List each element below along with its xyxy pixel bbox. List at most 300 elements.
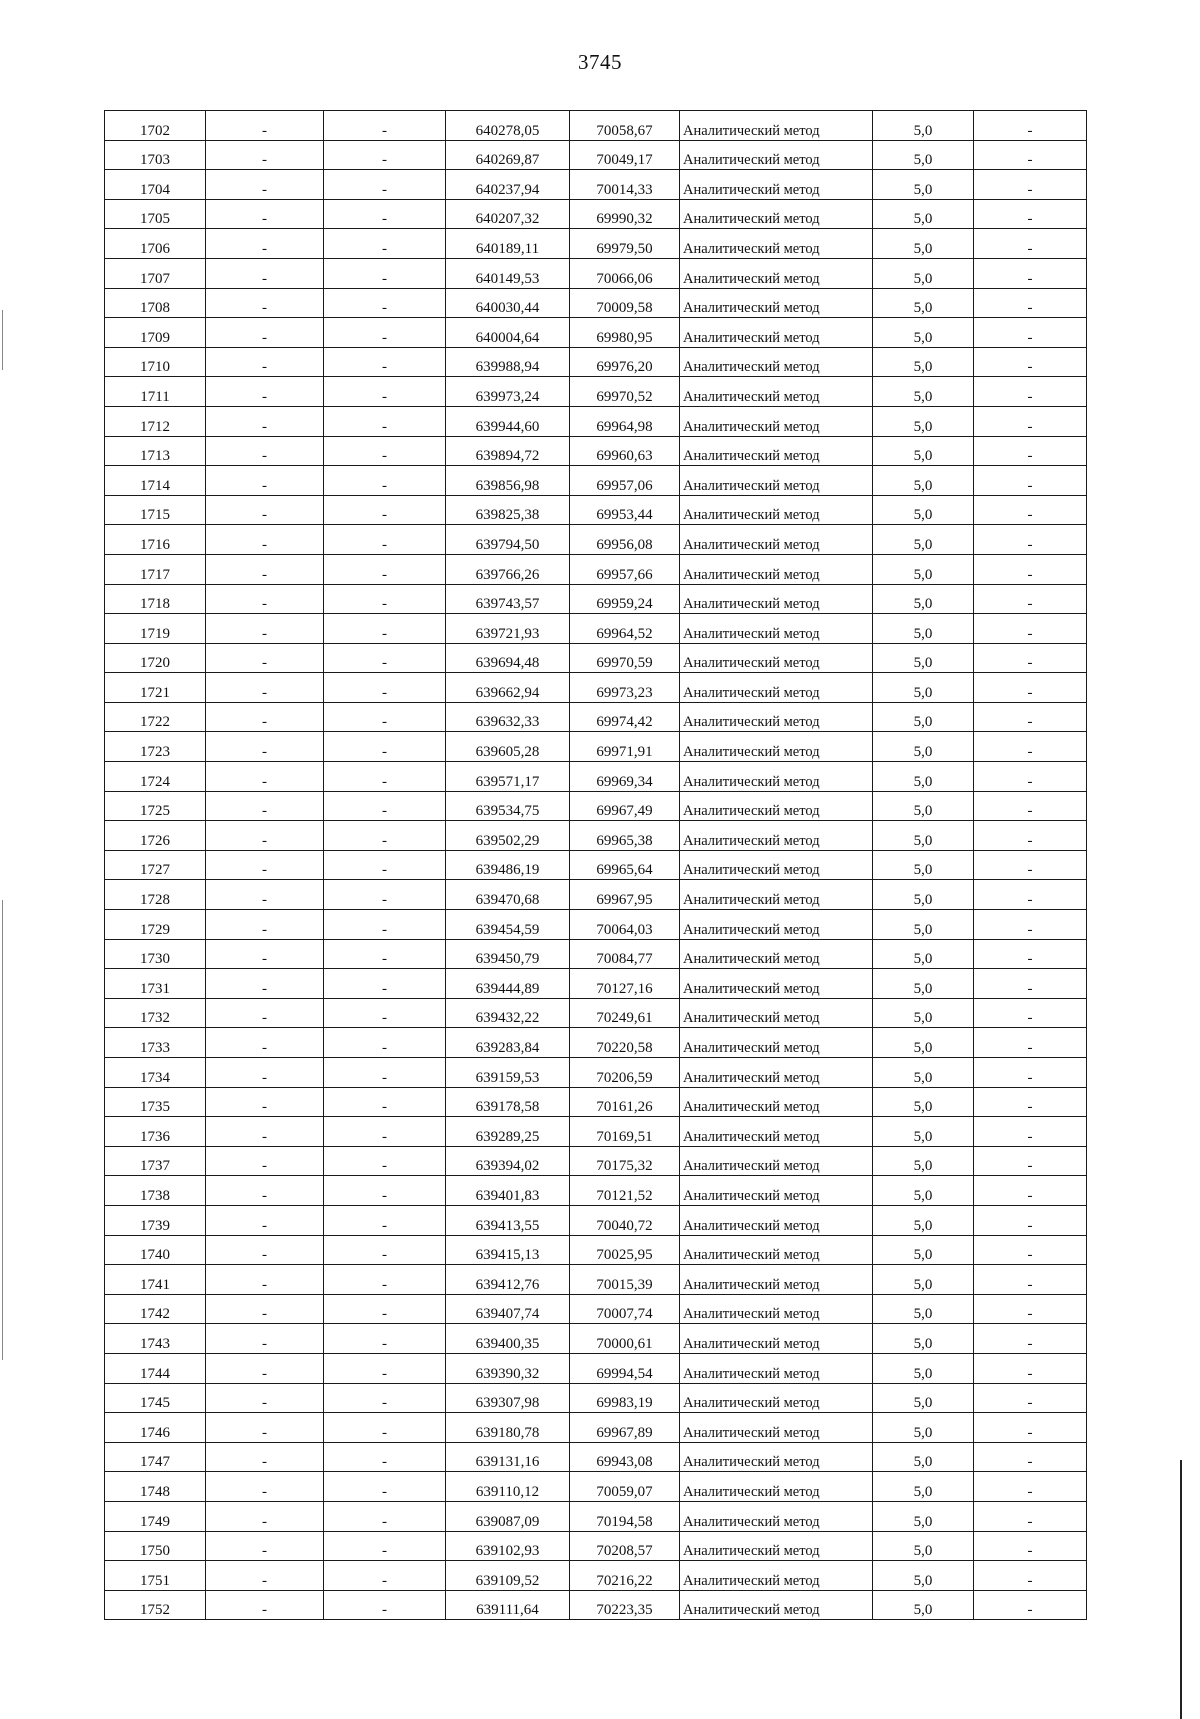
method-cell: Аналитический метод xyxy=(680,1531,873,1561)
empty-value-cell: - xyxy=(206,732,324,762)
empty-value-cell: - xyxy=(974,1383,1087,1413)
empty-value-cell: - xyxy=(324,1235,446,1265)
table-row xyxy=(105,140,1087,170)
y-coordinate-cell: 70049,17 xyxy=(570,140,680,170)
point-number-cell: 1735 xyxy=(105,1087,206,1117)
point-number-cell: 1743 xyxy=(105,1324,206,1354)
empty-value-cell: - xyxy=(324,288,446,318)
empty-value-cell: - xyxy=(974,377,1087,407)
empty-value-cell: - xyxy=(974,1353,1087,1383)
table-row xyxy=(105,288,1087,318)
method-cell: Аналитический метод xyxy=(680,229,873,259)
method-cell: Аналитический метод xyxy=(680,1205,873,1235)
empty-value-cell: - xyxy=(324,939,446,969)
method-cell: Аналитический метод xyxy=(680,1383,873,1413)
empty-value-cell: - xyxy=(324,258,446,288)
table-row xyxy=(105,850,1087,880)
empty-value-cell: - xyxy=(974,1501,1087,1531)
method-cell: Аналитический метод xyxy=(680,466,873,496)
y-coordinate-cell: 70127,16 xyxy=(570,969,680,999)
table-row xyxy=(105,1117,1087,1147)
empty-value-cell: - xyxy=(206,1058,324,1088)
table-row xyxy=(105,1028,1087,1058)
point-number-cell: 1723 xyxy=(105,732,206,762)
y-coordinate-cell: 70025,95 xyxy=(570,1235,680,1265)
empty-value-cell: - xyxy=(974,1235,1087,1265)
empty-value-cell: - xyxy=(324,525,446,555)
empty-value-cell: - xyxy=(974,702,1087,732)
empty-value-cell: - xyxy=(206,998,324,1028)
empty-value-cell: - xyxy=(324,1294,446,1324)
y-coordinate-cell: 70216,22 xyxy=(570,1561,680,1591)
accuracy-cell: 5,0 xyxy=(873,111,974,141)
method-cell: Аналитический метод xyxy=(680,140,873,170)
y-coordinate-cell: 69967,49 xyxy=(570,791,680,821)
point-number-cell: 1745 xyxy=(105,1383,206,1413)
empty-value-cell: - xyxy=(974,288,1087,318)
method-cell: Аналитический метод xyxy=(680,1561,873,1591)
method-cell: Аналитический метод xyxy=(680,495,873,525)
accuracy-cell: 5,0 xyxy=(873,1176,974,1206)
empty-value-cell: - xyxy=(324,1265,446,1295)
accuracy-cell: 5,0 xyxy=(873,821,974,851)
empty-value-cell: - xyxy=(206,170,324,200)
y-coordinate-cell: 69960,63 xyxy=(570,436,680,466)
point-number-cell: 1740 xyxy=(105,1235,206,1265)
accuracy-cell: 5,0 xyxy=(873,436,974,466)
x-coordinate-cell: 640149,53 xyxy=(446,258,570,288)
empty-value-cell: - xyxy=(324,1383,446,1413)
y-coordinate-cell: 69965,38 xyxy=(570,821,680,851)
empty-value-cell: - xyxy=(206,969,324,999)
method-cell: Аналитический метод xyxy=(680,1146,873,1176)
y-coordinate-cell: 70064,03 xyxy=(570,910,680,940)
empty-value-cell: - xyxy=(206,1087,324,1117)
empty-value-cell: - xyxy=(974,1294,1087,1324)
table-row xyxy=(105,1413,1087,1443)
empty-value-cell: - xyxy=(206,1383,324,1413)
x-coordinate-cell: 639894,72 xyxy=(446,436,570,466)
empty-value-cell: - xyxy=(324,554,446,584)
accuracy-cell: 5,0 xyxy=(873,1383,974,1413)
empty-value-cell: - xyxy=(974,1265,1087,1295)
empty-value-cell: - xyxy=(974,1117,1087,1147)
empty-value-cell: - xyxy=(324,406,446,436)
x-coordinate-cell: 639973,24 xyxy=(446,377,570,407)
table-row xyxy=(105,1294,1087,1324)
empty-value-cell: - xyxy=(974,1028,1087,1058)
table-row xyxy=(105,1472,1087,1502)
empty-value-cell: - xyxy=(206,466,324,496)
empty-value-cell: - xyxy=(206,1413,324,1443)
y-coordinate-cell: 69965,64 xyxy=(570,850,680,880)
accuracy-cell: 5,0 xyxy=(873,495,974,525)
method-cell: Аналитический метод xyxy=(680,377,873,407)
table-row xyxy=(105,1265,1087,1295)
table-row xyxy=(105,170,1087,200)
table-row xyxy=(105,969,1087,999)
method-cell: Аналитический метод xyxy=(680,702,873,732)
empty-value-cell: - xyxy=(974,1590,1087,1620)
table-row xyxy=(105,554,1087,584)
empty-value-cell: - xyxy=(974,821,1087,851)
point-number-cell: 1729 xyxy=(105,910,206,940)
accuracy-cell: 5,0 xyxy=(873,1590,974,1620)
x-coordinate-cell: 639662,94 xyxy=(446,673,570,703)
empty-value-cell: - xyxy=(206,1028,324,1058)
table-row xyxy=(105,643,1087,673)
y-coordinate-cell: 70040,72 xyxy=(570,1205,680,1235)
point-number-cell: 1706 xyxy=(105,229,206,259)
method-cell: Аналитический метод xyxy=(680,1235,873,1265)
table-row xyxy=(105,347,1087,377)
accuracy-cell: 5,0 xyxy=(873,554,974,584)
accuracy-cell: 5,0 xyxy=(873,1294,974,1324)
y-coordinate-cell: 69983,19 xyxy=(570,1383,680,1413)
point-number-cell: 1716 xyxy=(105,525,206,555)
empty-value-cell: - xyxy=(324,436,446,466)
empty-value-cell: - xyxy=(324,880,446,910)
accuracy-cell: 5,0 xyxy=(873,939,974,969)
y-coordinate-cell: 69956,08 xyxy=(570,525,680,555)
empty-value-cell: - xyxy=(974,732,1087,762)
empty-value-cell: - xyxy=(324,495,446,525)
empty-value-cell: - xyxy=(206,939,324,969)
empty-value-cell: - xyxy=(324,1501,446,1531)
method-cell: Аналитический метод xyxy=(680,288,873,318)
method-cell: Аналитический метод xyxy=(680,969,873,999)
point-number-cell: 1708 xyxy=(105,288,206,318)
method-cell: Аналитический метод xyxy=(680,998,873,1028)
y-coordinate-cell: 69959,24 xyxy=(570,584,680,614)
x-coordinate-cell: 639110,12 xyxy=(446,1472,570,1502)
y-coordinate-cell: 69971,91 xyxy=(570,732,680,762)
x-coordinate-cell: 639087,09 xyxy=(446,1501,570,1531)
empty-value-cell: - xyxy=(206,288,324,318)
y-coordinate-cell: 69973,23 xyxy=(570,673,680,703)
y-coordinate-cell: 69979,50 xyxy=(570,229,680,259)
empty-value-cell: - xyxy=(974,1205,1087,1235)
x-coordinate-cell: 640004,64 xyxy=(446,318,570,348)
x-coordinate-cell: 639988,94 xyxy=(446,347,570,377)
empty-value-cell: - xyxy=(324,318,446,348)
method-cell: Аналитический метод xyxy=(680,199,873,229)
table-row xyxy=(105,199,1087,229)
point-number-cell: 1726 xyxy=(105,821,206,851)
x-coordinate-cell: 639413,55 xyxy=(446,1205,570,1235)
y-coordinate-cell: 70007,74 xyxy=(570,1294,680,1324)
empty-value-cell: - xyxy=(324,673,446,703)
empty-value-cell: - xyxy=(974,406,1087,436)
empty-value-cell: - xyxy=(206,673,324,703)
x-coordinate-cell: 640237,94 xyxy=(446,170,570,200)
point-number-cell: 1722 xyxy=(105,702,206,732)
table-row xyxy=(105,614,1087,644)
point-number-cell: 1744 xyxy=(105,1353,206,1383)
point-number-cell: 1739 xyxy=(105,1205,206,1235)
empty-value-cell: - xyxy=(324,229,446,259)
empty-value-cell: - xyxy=(974,1531,1087,1561)
y-coordinate-cell: 70009,58 xyxy=(570,288,680,318)
empty-value-cell: - xyxy=(206,584,324,614)
empty-value-cell: - xyxy=(974,495,1087,525)
empty-value-cell: - xyxy=(206,495,324,525)
x-coordinate-cell: 639534,75 xyxy=(446,791,570,821)
empty-value-cell: - xyxy=(974,614,1087,644)
empty-value-cell: - xyxy=(324,111,446,141)
empty-value-cell: - xyxy=(974,850,1087,880)
accuracy-cell: 5,0 xyxy=(873,1205,974,1235)
x-coordinate-cell: 639111,64 xyxy=(446,1590,570,1620)
method-cell: Аналитический метод xyxy=(680,821,873,851)
method-cell: Аналитический метод xyxy=(680,318,873,348)
point-number-cell: 1713 xyxy=(105,436,206,466)
empty-value-cell: - xyxy=(324,1146,446,1176)
y-coordinate-cell: 69970,52 xyxy=(570,377,680,407)
empty-value-cell: - xyxy=(206,643,324,673)
scan-margin-line xyxy=(2,900,3,1360)
y-coordinate-cell: 70014,33 xyxy=(570,170,680,200)
table-row xyxy=(105,1146,1087,1176)
empty-value-cell: - xyxy=(324,1472,446,1502)
point-number-cell: 1711 xyxy=(105,377,206,407)
method-cell: Аналитический метод xyxy=(680,111,873,141)
table-row xyxy=(105,939,1087,969)
empty-value-cell: - xyxy=(324,910,446,940)
y-coordinate-cell: 70206,59 xyxy=(570,1058,680,1088)
x-coordinate-cell: 639159,53 xyxy=(446,1058,570,1088)
method-cell: Аналитический метод xyxy=(680,584,873,614)
y-coordinate-cell: 70223,35 xyxy=(570,1590,680,1620)
x-coordinate-cell: 639856,98 xyxy=(446,466,570,496)
table-row xyxy=(105,1383,1087,1413)
empty-value-cell: - xyxy=(324,1028,446,1058)
empty-value-cell: - xyxy=(974,466,1087,496)
y-coordinate-cell: 69957,66 xyxy=(570,554,680,584)
accuracy-cell: 5,0 xyxy=(873,880,974,910)
empty-value-cell: - xyxy=(324,702,446,732)
point-number-cell: 1710 xyxy=(105,347,206,377)
x-coordinate-cell: 639289,25 xyxy=(446,1117,570,1147)
y-coordinate-cell: 69976,20 xyxy=(570,347,680,377)
table-row xyxy=(105,584,1087,614)
point-number-cell: 1718 xyxy=(105,584,206,614)
point-number-cell: 1738 xyxy=(105,1176,206,1206)
accuracy-cell: 5,0 xyxy=(873,1353,974,1383)
accuracy-cell: 5,0 xyxy=(873,1472,974,1502)
point-number-cell: 1736 xyxy=(105,1117,206,1147)
y-coordinate-cell: 70121,52 xyxy=(570,1176,680,1206)
coordinates-table-wrapper xyxy=(104,110,1086,1620)
empty-value-cell: - xyxy=(206,525,324,555)
accuracy-cell: 5,0 xyxy=(873,377,974,407)
accuracy-cell: 5,0 xyxy=(873,466,974,496)
table-row xyxy=(105,406,1087,436)
x-coordinate-cell: 639766,26 xyxy=(446,554,570,584)
empty-value-cell: - xyxy=(206,1531,324,1561)
method-cell: Аналитический метод xyxy=(680,1501,873,1531)
empty-value-cell: - xyxy=(324,1442,446,1472)
x-coordinate-cell: 639721,93 xyxy=(446,614,570,644)
empty-value-cell: - xyxy=(206,140,324,170)
y-coordinate-cell: 70084,77 xyxy=(570,939,680,969)
point-number-cell: 1703 xyxy=(105,140,206,170)
empty-value-cell: - xyxy=(974,111,1087,141)
x-coordinate-cell: 639394,02 xyxy=(446,1146,570,1176)
accuracy-cell: 5,0 xyxy=(873,969,974,999)
accuracy-cell: 5,0 xyxy=(873,1028,974,1058)
empty-value-cell: - xyxy=(206,406,324,436)
empty-value-cell: - xyxy=(324,1590,446,1620)
empty-value-cell: - xyxy=(206,318,324,348)
table-row xyxy=(105,229,1087,259)
empty-value-cell: - xyxy=(974,584,1087,614)
method-cell: Аналитический метод xyxy=(680,525,873,555)
empty-value-cell: - xyxy=(324,1087,446,1117)
empty-value-cell: - xyxy=(974,199,1087,229)
point-number-cell: 1724 xyxy=(105,762,206,792)
point-number-cell: 1749 xyxy=(105,1501,206,1531)
accuracy-cell: 5,0 xyxy=(873,910,974,940)
method-cell: Аналитический метод xyxy=(680,1028,873,1058)
empty-value-cell: - xyxy=(974,1146,1087,1176)
accuracy-cell: 5,0 xyxy=(873,199,974,229)
empty-value-cell: - xyxy=(324,140,446,170)
x-coordinate-cell: 639109,52 xyxy=(446,1561,570,1591)
accuracy-cell: 5,0 xyxy=(873,318,974,348)
method-cell: Аналитический метод xyxy=(680,1176,873,1206)
point-number-cell: 1725 xyxy=(105,791,206,821)
x-coordinate-cell: 639694,48 xyxy=(446,643,570,673)
empty-value-cell: - xyxy=(206,377,324,407)
coordinates-table xyxy=(104,110,1087,1620)
method-cell: Аналитический метод xyxy=(680,1324,873,1354)
empty-value-cell: - xyxy=(324,969,446,999)
x-coordinate-cell: 639131,16 xyxy=(446,1442,570,1472)
accuracy-cell: 5,0 xyxy=(873,170,974,200)
method-cell: Аналитический метод xyxy=(680,880,873,910)
y-coordinate-cell: 70161,26 xyxy=(570,1087,680,1117)
table-row xyxy=(105,1205,1087,1235)
x-coordinate-cell: 639944,60 xyxy=(446,406,570,436)
empty-value-cell: - xyxy=(324,466,446,496)
empty-value-cell: - xyxy=(324,1117,446,1147)
x-coordinate-cell: 640278,05 xyxy=(446,111,570,141)
table-row xyxy=(105,998,1087,1028)
y-coordinate-cell: 70175,32 xyxy=(570,1146,680,1176)
method-cell: Аналитический метод xyxy=(680,614,873,644)
empty-value-cell: - xyxy=(206,436,324,466)
empty-value-cell: - xyxy=(206,1235,324,1265)
point-number-cell: 1728 xyxy=(105,880,206,910)
accuracy-cell: 5,0 xyxy=(873,791,974,821)
method-cell: Аналитический метод xyxy=(680,554,873,584)
method-cell: Аналитический метод xyxy=(680,643,873,673)
empty-value-cell: - xyxy=(324,1176,446,1206)
empty-value-cell: - xyxy=(974,969,1087,999)
table-row xyxy=(105,1590,1087,1620)
table-row xyxy=(105,495,1087,525)
empty-value-cell: - xyxy=(974,1561,1087,1591)
point-number-cell: 1712 xyxy=(105,406,206,436)
empty-value-cell: - xyxy=(974,436,1087,466)
point-number-cell: 1704 xyxy=(105,170,206,200)
table-row xyxy=(105,318,1087,348)
x-coordinate-cell: 640269,87 xyxy=(446,140,570,170)
empty-value-cell: - xyxy=(974,643,1087,673)
accuracy-cell: 5,0 xyxy=(873,140,974,170)
empty-value-cell: - xyxy=(206,1294,324,1324)
empty-value-cell: - xyxy=(206,762,324,792)
y-coordinate-cell: 69994,54 xyxy=(570,1353,680,1383)
empty-value-cell: - xyxy=(974,791,1087,821)
point-number-cell: 1702 xyxy=(105,111,206,141)
empty-value-cell: - xyxy=(324,791,446,821)
empty-value-cell: - xyxy=(974,140,1087,170)
table-row xyxy=(105,1235,1087,1265)
method-cell: Аналитический метод xyxy=(680,1294,873,1324)
empty-value-cell: - xyxy=(974,998,1087,1028)
accuracy-cell: 5,0 xyxy=(873,762,974,792)
method-cell: Аналитический метод xyxy=(680,1353,873,1383)
point-number-cell: 1742 xyxy=(105,1294,206,1324)
accuracy-cell: 5,0 xyxy=(873,673,974,703)
empty-value-cell: - xyxy=(324,1353,446,1383)
method-cell: Аналитический метод xyxy=(680,1087,873,1117)
x-coordinate-cell: 639415,13 xyxy=(446,1235,570,1265)
y-coordinate-cell: 70249,61 xyxy=(570,998,680,1028)
point-number-cell: 1748 xyxy=(105,1472,206,1502)
empty-value-cell: - xyxy=(324,377,446,407)
accuracy-cell: 5,0 xyxy=(873,1561,974,1591)
y-coordinate-cell: 70058,67 xyxy=(570,111,680,141)
method-cell: Аналитический метод xyxy=(680,673,873,703)
y-coordinate-cell: 70066,06 xyxy=(570,258,680,288)
point-number-cell: 1717 xyxy=(105,554,206,584)
method-cell: Аналитический метод xyxy=(680,850,873,880)
x-coordinate-cell: 639307,98 xyxy=(446,1383,570,1413)
x-coordinate-cell: 639102,93 xyxy=(446,1531,570,1561)
empty-value-cell: - xyxy=(974,229,1087,259)
empty-value-cell: - xyxy=(324,1205,446,1235)
table-row xyxy=(105,821,1087,851)
empty-value-cell: - xyxy=(206,910,324,940)
y-coordinate-cell: 69970,59 xyxy=(570,643,680,673)
empty-value-cell: - xyxy=(974,880,1087,910)
method-cell: Аналитический метод xyxy=(680,258,873,288)
accuracy-cell: 5,0 xyxy=(873,1324,974,1354)
point-number-cell: 1714 xyxy=(105,466,206,496)
method-cell: Аналитический метод xyxy=(680,762,873,792)
accuracy-cell: 5,0 xyxy=(873,614,974,644)
point-number-cell: 1730 xyxy=(105,939,206,969)
accuracy-cell: 5,0 xyxy=(873,1087,974,1117)
y-coordinate-cell: 69964,52 xyxy=(570,614,680,644)
method-cell: Аналитический метод xyxy=(680,170,873,200)
accuracy-cell: 5,0 xyxy=(873,258,974,288)
empty-value-cell: - xyxy=(206,614,324,644)
accuracy-cell: 5,0 xyxy=(873,1117,974,1147)
x-coordinate-cell: 639412,76 xyxy=(446,1265,570,1295)
y-coordinate-cell: 69967,95 xyxy=(570,880,680,910)
empty-value-cell: - xyxy=(974,1472,1087,1502)
x-coordinate-cell: 639400,35 xyxy=(446,1324,570,1354)
empty-value-cell: - xyxy=(324,850,446,880)
method-cell: Аналитический метод xyxy=(680,406,873,436)
accuracy-cell: 5,0 xyxy=(873,229,974,259)
x-coordinate-cell: 639401,83 xyxy=(446,1176,570,1206)
point-number-cell: 1709 xyxy=(105,318,206,348)
